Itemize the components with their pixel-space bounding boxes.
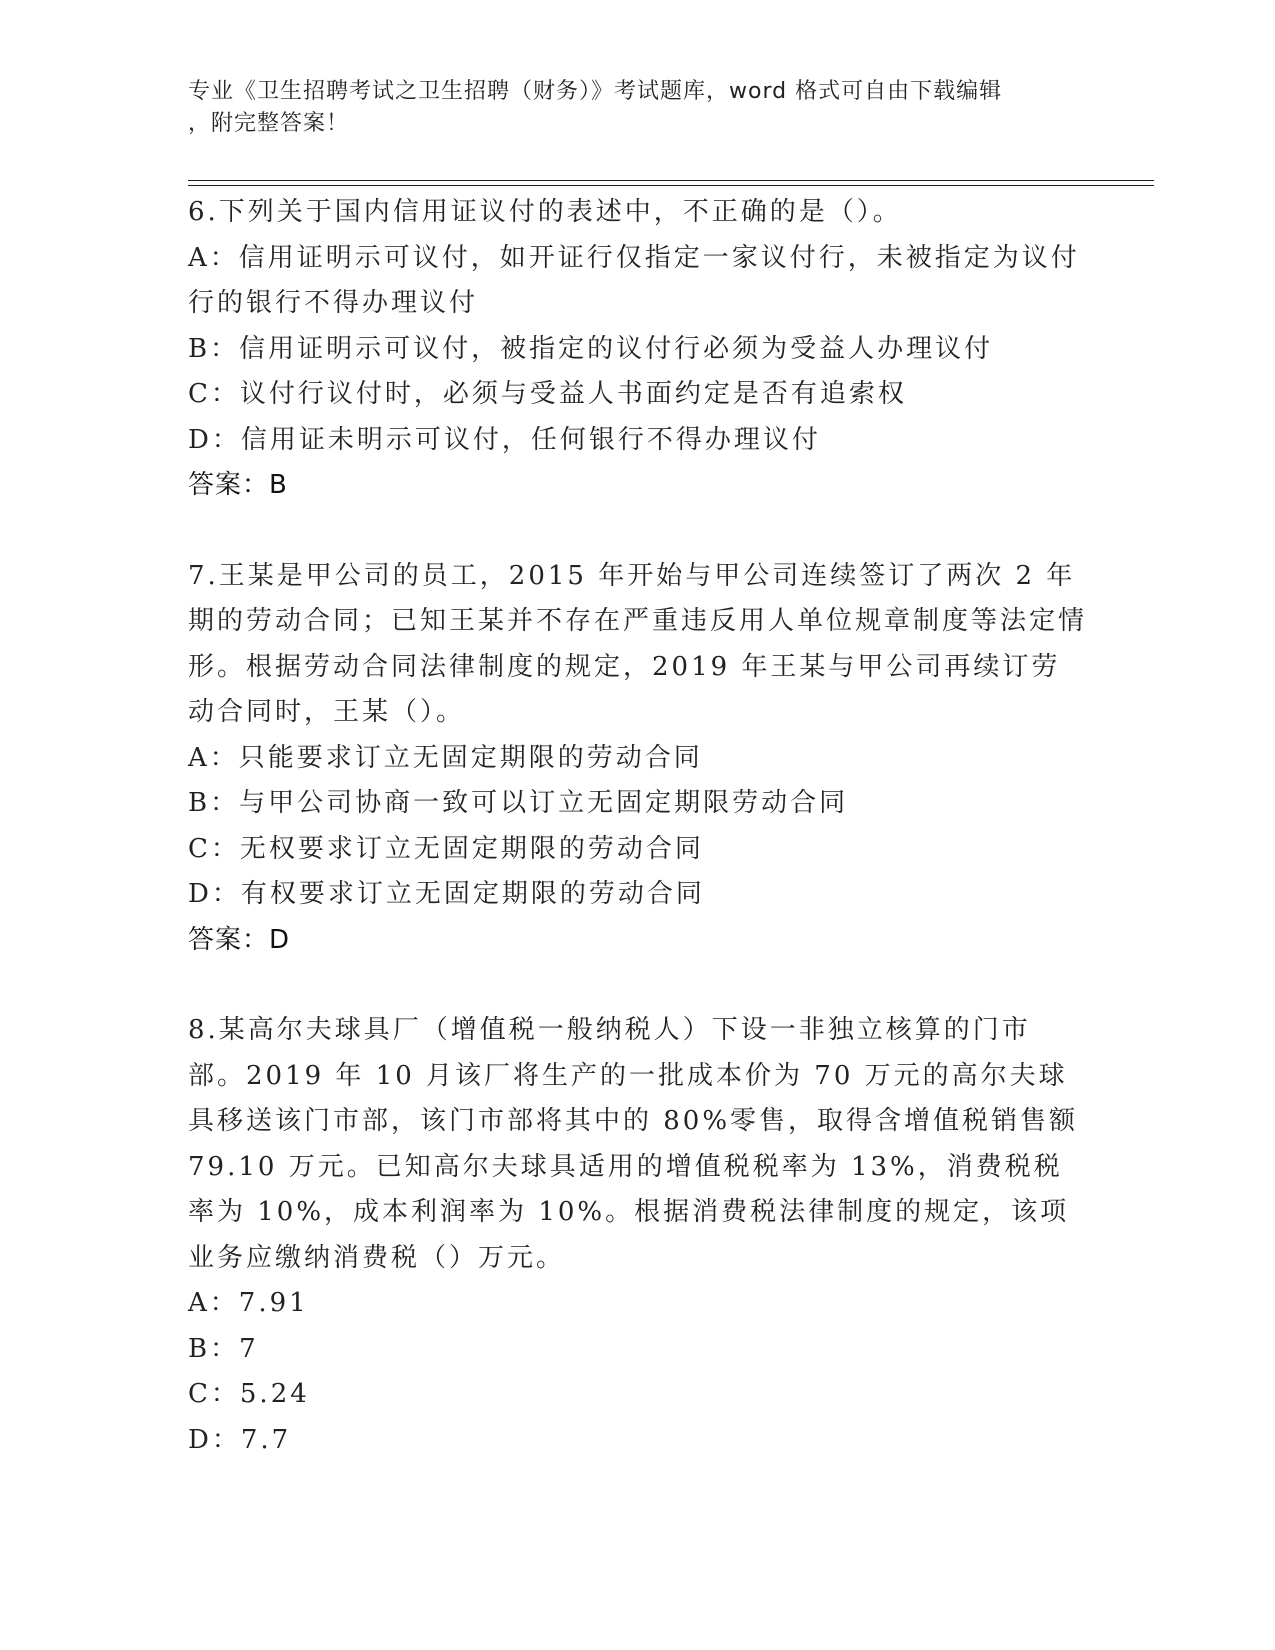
option-d: D：信用证未明示可议付，任何银行不得办理议付 (188, 424, 821, 455)
header-line-1: 专业《卫生招聘考试之卫生招聘（财务）》考试题库，word 格式可自由下载编辑 (188, 79, 1003, 104)
question-7 (188, 554, 1088, 964)
question-list (188, 190, 1088, 1463)
question-8 (188, 1008, 1088, 1463)
question-text: 6.下列关于国内信用证议付的表述中，不正确的是（）。 (188, 197, 902, 227)
option-a: A：7.91 (188, 1288, 309, 1318)
question-text: 7.王某是甲公司的员工，2015 年开始与甲公司连续签订了两次 2 年期的劳动合同；已知王某并不存在严重违反用人单位规章制度等法定情形。根据劳动合同法律制度的规定，2019 年王某与甲公司再续订劳动合同时，王某（）。 (188, 560, 1088, 727)
option-b: B：与甲公司协商一致可以订立无固定期限劳动合同 (188, 788, 849, 818)
question-spacer (188, 509, 1088, 554)
answer: 答案：D (188, 924, 291, 955)
option-b: B：7 (188, 1333, 259, 1364)
option-a: A：信用证明示可议付，如开证行仅指定一家议付行，未被指定为议付行的银行不得办理议付 (188, 242, 1080, 318)
question-6 (188, 190, 1088, 509)
option-d: D：7.7 (188, 1424, 292, 1455)
option-c: C：5.24 (188, 1379, 310, 1409)
option-c: C：议付行议付时，必须与受益人书面约定是否有追索权 (188, 379, 907, 409)
header-line-2: ，附完整答案！ (188, 111, 350, 136)
option-a: A：只能要求订立无固定期限的劳动合同 (188, 742, 703, 773)
answer: 答案：B (188, 470, 288, 500)
option-c: C：无权要求订立无固定期限的劳动合同 (188, 833, 704, 864)
question-text: 8.某高尔夫球具厂（增值税一般纳税人）下设一非独立核算的门市部。2019 年 10 月该厂将生产的一批成本价为 70 万元的高尔夫球具移送该门市部，该门市部将其中的 80%零售，取得含增值税销售额 79.10 万元。已知高尔夫球具适用的增值税税率为 13%，消费税税率为 10%，成本利润率为 10%。根据消费税法律制度的规定，该项业务应缴纳消费税（）万元。 (188, 1015, 1079, 1273)
document-header (188, 76, 1078, 140)
option-b: B：信用证明示可议付，被指定的议付行必须为受益人办理议付 (188, 333, 994, 364)
header-divider-bottom (188, 185, 1154, 186)
option-d: D：有权要求订立无固定期限的劳动合同 (188, 879, 705, 909)
question-spacer (188, 963, 1088, 1008)
header-divider-top (188, 180, 1154, 181)
